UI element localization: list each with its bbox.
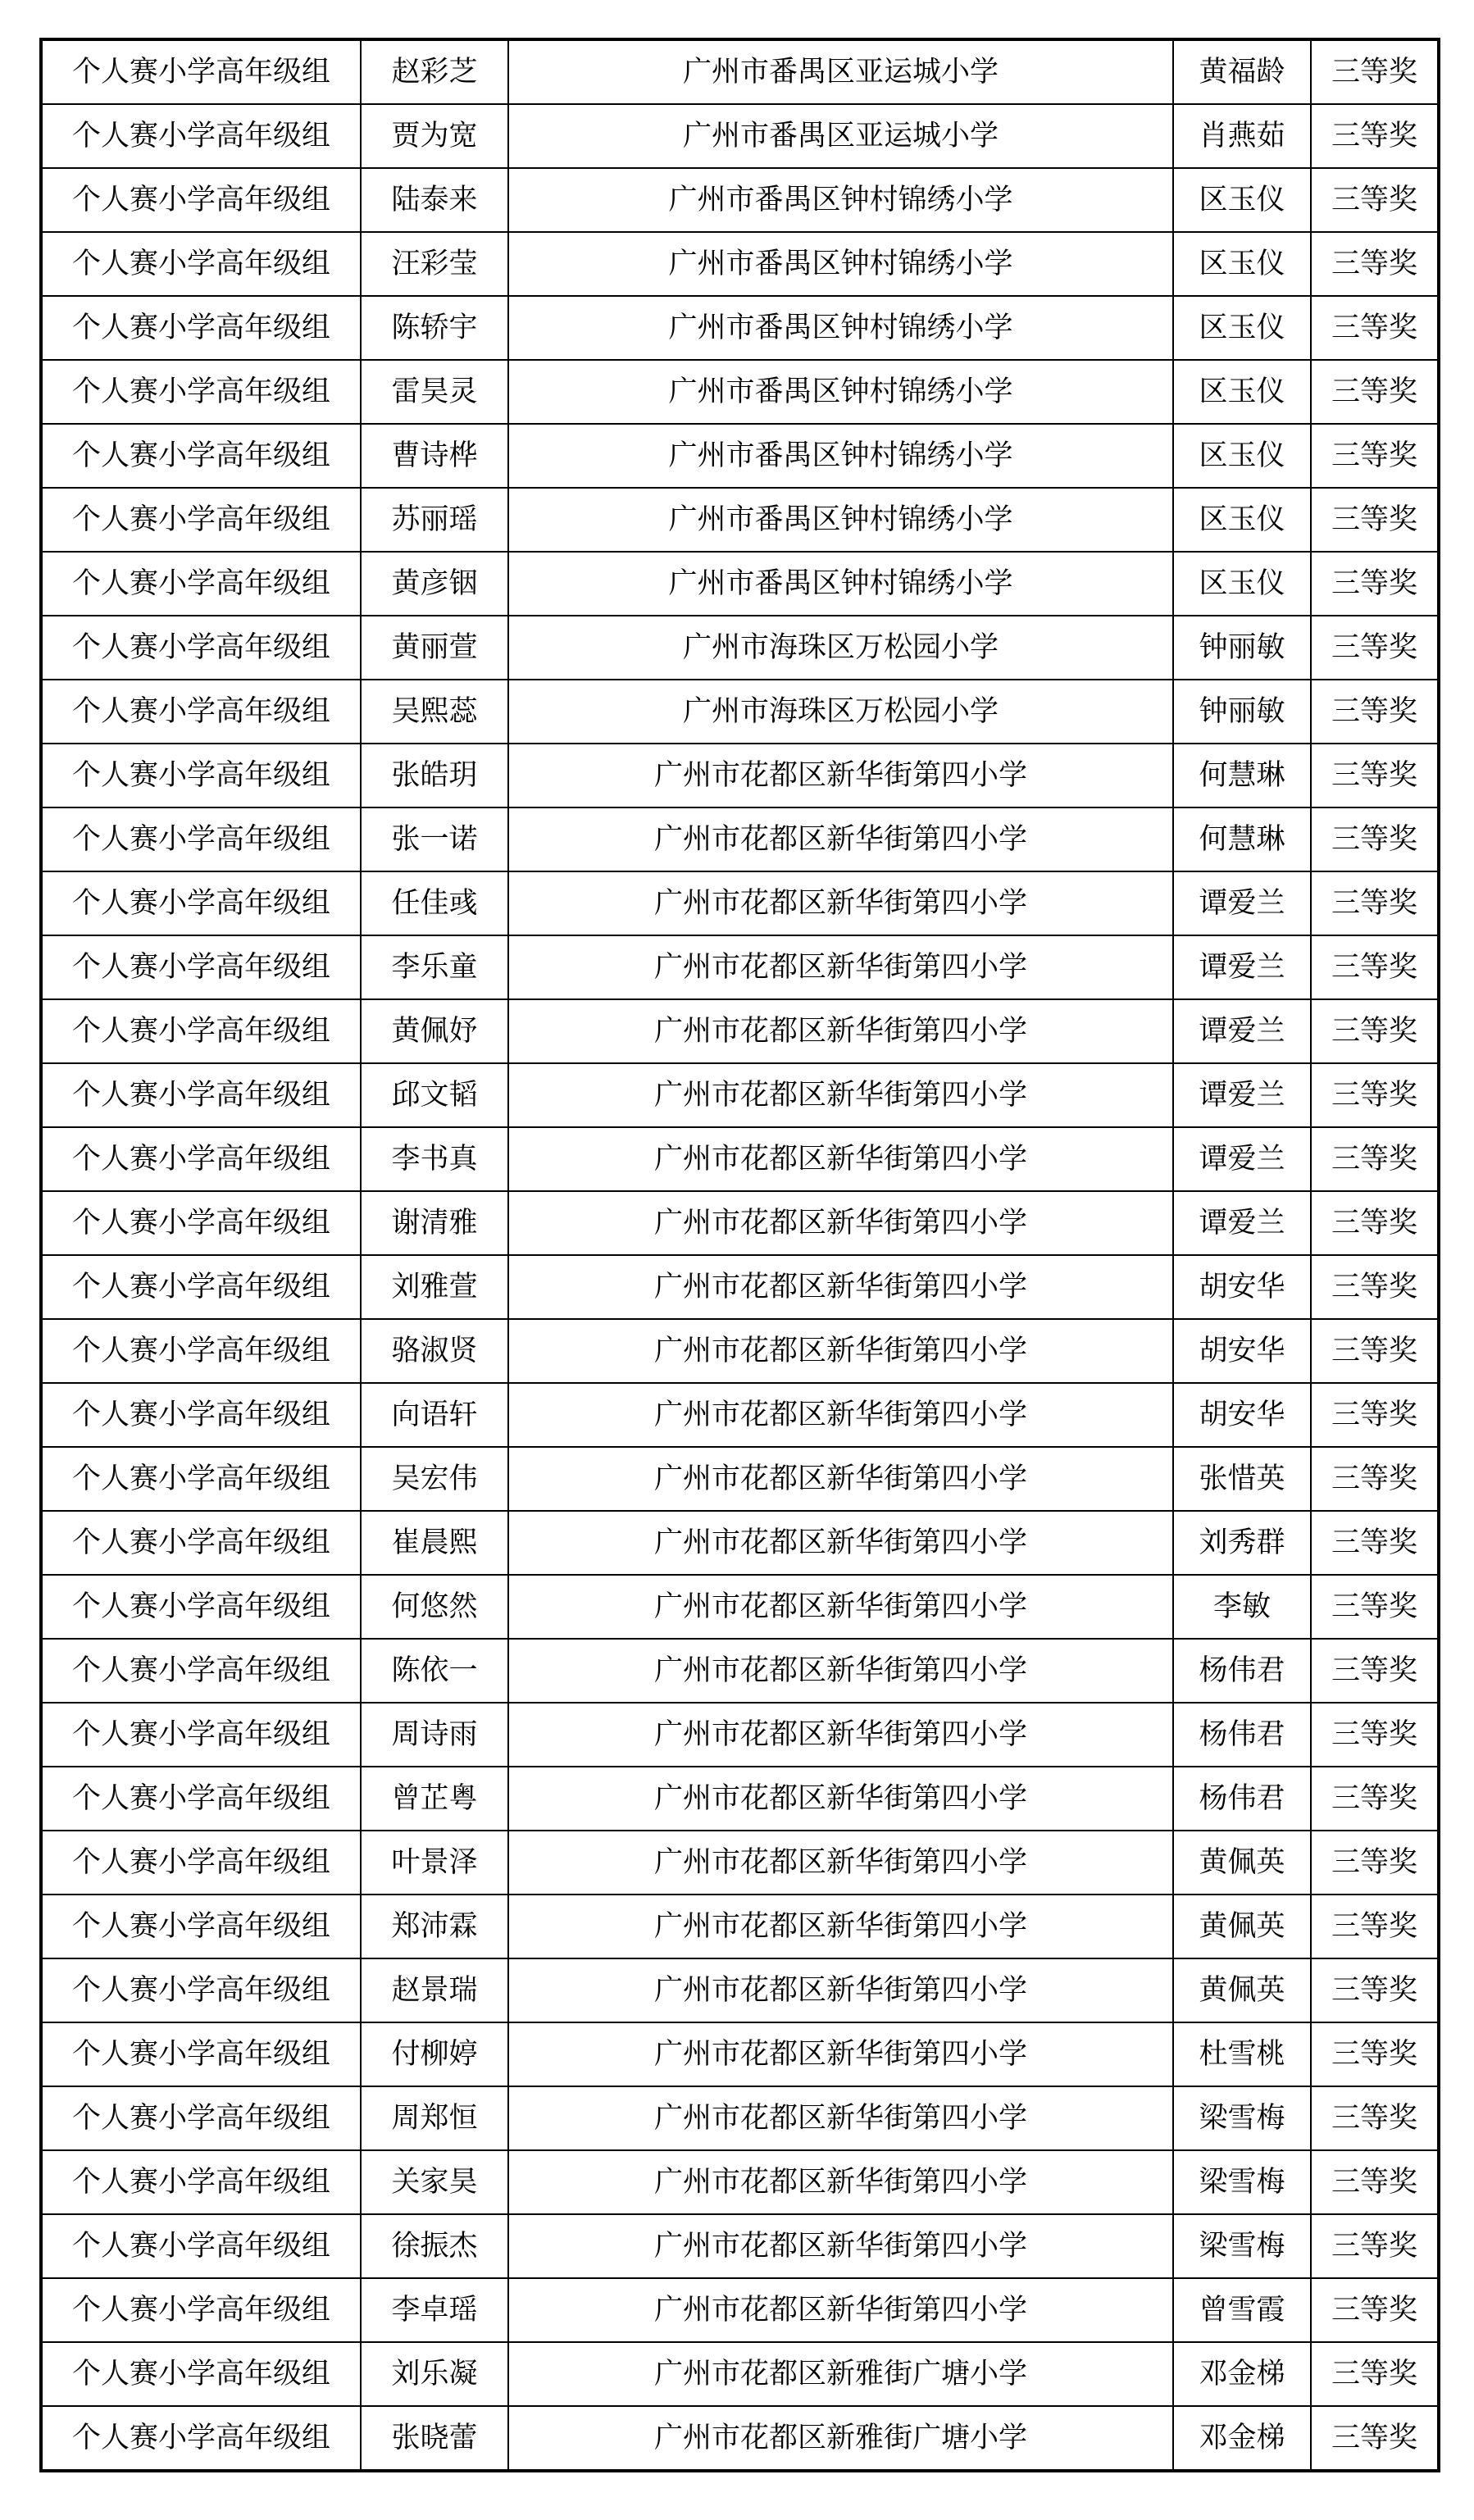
coach-cell: 区玉仪 [1173, 360, 1311, 424]
group-cell: 个人赛小学高年级组 [41, 2086, 361, 2150]
school-cell: 广州市花都区新华街第四小学 [508, 1191, 1173, 1255]
coach-cell: 张惜英 [1173, 1447, 1311, 1511]
coach-cell: 李敏 [1173, 1575, 1311, 1639]
student-name-cell: 张一诺 [361, 807, 508, 871]
student-name-cell: 陆泰来 [361, 168, 508, 232]
coach-cell: 梁雪梅 [1173, 2086, 1311, 2150]
coach-cell: 区玉仪 [1173, 232, 1311, 296]
school-cell: 广州市番禺区钟村锦绣小学 [508, 232, 1173, 296]
coach-cell: 刘秀群 [1173, 1511, 1311, 1575]
student-name-cell: 李书真 [361, 1127, 508, 1191]
award-cell: 三等奖 [1311, 1958, 1439, 2022]
coach-cell: 何慧琳 [1173, 807, 1311, 871]
table-row [41, 616, 1439, 680]
school-cell: 广州市花都区新华街第四小学 [508, 1383, 1173, 1447]
school-cell: 广州市花都区新华街第四小学 [508, 1511, 1173, 1575]
student-name-cell: 骆淑贤 [361, 1319, 508, 1383]
coach-cell: 黄佩英 [1173, 1831, 1311, 1895]
group-cell: 个人赛小学高年级组 [41, 2278, 361, 2342]
student-name-cell: 赵景瑞 [361, 1958, 508, 2022]
coach-cell: 梁雪梅 [1173, 2150, 1311, 2214]
student-name-cell: 叶景泽 [361, 1831, 508, 1895]
school-cell: 广州市花都区新华街第四小学 [508, 1831, 1173, 1895]
coach-cell: 谭爱兰 [1173, 871, 1311, 935]
coach-cell: 曾雪霞 [1173, 2278, 1311, 2342]
school-cell: 广州市花都区新华街第四小学 [508, 1958, 1173, 2022]
award-cell: 三等奖 [1311, 168, 1439, 232]
table-row [41, 1767, 1439, 1831]
coach-cell: 邓金梯 [1173, 2406, 1311, 2471]
award-cell: 三等奖 [1311, 232, 1439, 296]
table-row [41, 168, 1439, 232]
group-cell: 个人赛小学高年级组 [41, 552, 361, 616]
group-cell: 个人赛小学高年级组 [41, 1319, 361, 1383]
coach-cell: 杨伟君 [1173, 1639, 1311, 1703]
student-name-cell: 赵彩芝 [361, 39, 508, 104]
student-name-cell: 周诗雨 [361, 1703, 508, 1767]
student-name-cell: 关家昊 [361, 2150, 508, 2214]
school-cell: 广州市花都区新华街第四小学 [508, 2150, 1173, 2214]
award-cell: 三等奖 [1311, 1831, 1439, 1895]
table-row [41, 104, 1439, 168]
award-cell: 三等奖 [1311, 1703, 1439, 1767]
award-cell: 三等奖 [1311, 2342, 1439, 2406]
group-cell: 个人赛小学高年级组 [41, 2150, 361, 2214]
award-cell: 三等奖 [1311, 2214, 1439, 2278]
group-cell: 个人赛小学高年级组 [41, 2214, 361, 2278]
award-cell: 三等奖 [1311, 2022, 1439, 2086]
group-cell: 个人赛小学高年级组 [41, 1639, 361, 1703]
student-name-cell: 徐振杰 [361, 2214, 508, 2278]
table-row [41, 2214, 1439, 2278]
school-cell: 广州市花都区新华街第四小学 [508, 1319, 1173, 1383]
table-row [41, 1831, 1439, 1895]
award-cell: 三等奖 [1311, 1255, 1439, 1319]
table-row [41, 935, 1439, 999]
table-row [41, 1127, 1439, 1191]
coach-cell: 胡安华 [1173, 1319, 1311, 1383]
student-name-cell: 刘雅萱 [361, 1255, 508, 1319]
table-row [41, 39, 1439, 104]
award-cell: 三等奖 [1311, 1639, 1439, 1703]
table-row [41, 360, 1439, 424]
award-cell: 三等奖 [1311, 1447, 1439, 1511]
table-row [41, 1958, 1439, 2022]
coach-cell: 黄佩英 [1173, 1895, 1311, 1958]
table-row [41, 2086, 1439, 2150]
coach-cell: 谭爱兰 [1173, 999, 1311, 1063]
student-name-cell: 付柳婷 [361, 2022, 508, 2086]
group-cell: 个人赛小学高年级组 [41, 1575, 361, 1639]
school-cell: 广州市花都区新华街第四小学 [508, 1895, 1173, 1958]
award-cell: 三等奖 [1311, 424, 1439, 488]
group-cell: 个人赛小学高年级组 [41, 424, 361, 488]
group-cell: 个人赛小学高年级组 [41, 360, 361, 424]
table-row [41, 1703, 1439, 1767]
award-cell: 三等奖 [1311, 1383, 1439, 1447]
coach-cell: 区玉仪 [1173, 296, 1311, 360]
table-row [41, 552, 1439, 616]
student-name-cell: 任佳彧 [361, 871, 508, 935]
school-cell: 广州市花都区新华街第四小学 [508, 2214, 1173, 2278]
table-row [41, 1895, 1439, 1958]
table-row [41, 1255, 1439, 1319]
table-row [41, 1575, 1439, 1639]
table-row [41, 1447, 1439, 1511]
school-cell: 广州市番禺区钟村锦绣小学 [508, 360, 1173, 424]
school-cell: 广州市花都区新华街第四小学 [508, 2022, 1173, 2086]
coach-cell: 胡安华 [1173, 1255, 1311, 1319]
award-cell: 三等奖 [1311, 1511, 1439, 1575]
coach-cell: 肖燕茹 [1173, 104, 1311, 168]
award-cell: 三等奖 [1311, 1063, 1439, 1127]
table-row [41, 807, 1439, 871]
student-name-cell: 李卓瑶 [361, 2278, 508, 2342]
student-name-cell: 苏丽瑶 [361, 488, 508, 552]
coach-cell: 黄佩英 [1173, 1958, 1311, 2022]
school-cell: 广州市海珠区万松园小学 [508, 616, 1173, 680]
coach-cell: 谭爱兰 [1173, 935, 1311, 999]
coach-cell: 梁雪梅 [1173, 2214, 1311, 2278]
school-cell: 广州市番禺区钟村锦绣小学 [508, 296, 1173, 360]
group-cell: 个人赛小学高年级组 [41, 296, 361, 360]
group-cell: 个人赛小学高年级组 [41, 2022, 361, 2086]
group-cell: 个人赛小学高年级组 [41, 1831, 361, 1895]
school-cell: 广州市花都区新华街第四小学 [508, 935, 1173, 999]
group-cell: 个人赛小学高年级组 [41, 488, 361, 552]
coach-cell: 杨伟君 [1173, 1703, 1311, 1767]
school-cell: 广州市花都区新雅街广塘小学 [508, 2342, 1173, 2406]
student-name-cell: 张皓玥 [361, 744, 508, 807]
table-row [41, 1319, 1439, 1383]
school-cell: 广州市花都区新华街第四小学 [508, 807, 1173, 871]
school-cell: 广州市花都区新华街第四小学 [508, 1063, 1173, 1127]
group-cell: 个人赛小学高年级组 [41, 999, 361, 1063]
student-name-cell: 黄彦铟 [361, 552, 508, 616]
award-cell: 三等奖 [1311, 1767, 1439, 1831]
student-name-cell: 向语轩 [361, 1383, 508, 1447]
group-cell: 个人赛小学高年级组 [41, 935, 361, 999]
student-name-cell: 张晓蕾 [361, 2406, 508, 2471]
table-row [41, 1511, 1439, 1575]
table-row [41, 2342, 1439, 2406]
table-row [41, 680, 1439, 744]
coach-cell: 钟丽敏 [1173, 616, 1311, 680]
award-cell: 三等奖 [1311, 616, 1439, 680]
group-cell: 个人赛小学高年级组 [41, 1255, 361, 1319]
student-name-cell: 曹诗桦 [361, 424, 508, 488]
table-row [41, 2406, 1439, 2471]
student-name-cell: 黄丽萱 [361, 616, 508, 680]
award-cell: 三等奖 [1311, 871, 1439, 935]
coach-cell: 何慧琳 [1173, 744, 1311, 807]
table-row [41, 2150, 1439, 2214]
coach-cell: 区玉仪 [1173, 424, 1311, 488]
school-cell: 广州市花都区新华街第四小学 [508, 1639, 1173, 1703]
table-row [41, 424, 1439, 488]
table-row [41, 744, 1439, 807]
group-cell: 个人赛小学高年级组 [41, 1447, 361, 1511]
group-cell: 个人赛小学高年级组 [41, 104, 361, 168]
coach-cell: 谭爱兰 [1173, 1127, 1311, 1191]
group-cell: 个人赛小学高年级组 [41, 807, 361, 871]
student-name-cell: 汪彩莹 [361, 232, 508, 296]
table-row [41, 999, 1439, 1063]
student-name-cell: 邱文韬 [361, 1063, 508, 1127]
school-cell: 广州市花都区新华街第四小学 [508, 1575, 1173, 1639]
award-cell: 三等奖 [1311, 2278, 1439, 2342]
student-name-cell: 吴熙蕊 [361, 680, 508, 744]
coach-cell: 区玉仪 [1173, 488, 1311, 552]
group-cell: 个人赛小学高年级组 [41, 1703, 361, 1767]
school-cell: 广州市花都区新华街第四小学 [508, 2278, 1173, 2342]
school-cell: 广州市番禺区钟村锦绣小学 [508, 552, 1173, 616]
award-cell: 三等奖 [1311, 39, 1439, 104]
award-cell: 三等奖 [1311, 104, 1439, 168]
award-cell: 三等奖 [1311, 1575, 1439, 1639]
group-cell: 个人赛小学高年级组 [41, 1767, 361, 1831]
group-cell: 个人赛小学高年级组 [41, 616, 361, 680]
coach-cell: 邓金梯 [1173, 2342, 1311, 2406]
student-name-cell: 谢清雅 [361, 1191, 508, 1255]
school-cell: 广州市花都区新华街第四小学 [508, 1703, 1173, 1767]
award-table-body [41, 39, 1439, 2471]
school-cell: 广州市海珠区万松园小学 [508, 680, 1173, 744]
student-name-cell: 吴宏伟 [361, 1447, 508, 1511]
award-cell: 三等奖 [1311, 2150, 1439, 2214]
group-cell: 个人赛小学高年级组 [41, 1063, 361, 1127]
school-cell: 广州市花都区新华街第四小学 [508, 999, 1173, 1063]
table-row [41, 2278, 1439, 2342]
coach-cell: 杨伟君 [1173, 1767, 1311, 1831]
student-name-cell: 贾为宽 [361, 104, 508, 168]
school-cell: 广州市花都区新雅街广塘小学 [508, 2406, 1173, 2471]
table-row [41, 1639, 1439, 1703]
award-cell: 三等奖 [1311, 680, 1439, 744]
table-row [41, 871, 1439, 935]
award-cell: 三等奖 [1311, 488, 1439, 552]
table-row [41, 1191, 1439, 1255]
award-cell: 三等奖 [1311, 296, 1439, 360]
award-cell: 三等奖 [1311, 744, 1439, 807]
school-cell: 广州市花都区新华街第四小学 [508, 1447, 1173, 1511]
group-cell: 个人赛小学高年级组 [41, 168, 361, 232]
school-cell: 广州市花都区新华街第四小学 [508, 2086, 1173, 2150]
group-cell: 个人赛小学高年级组 [41, 1191, 361, 1255]
group-cell: 个人赛小学高年级组 [41, 2406, 361, 2471]
award-cell: 三等奖 [1311, 1319, 1439, 1383]
school-cell: 广州市花都区新华街第四小学 [508, 744, 1173, 807]
school-cell: 广州市花都区新华街第四小学 [508, 1767, 1173, 1831]
student-name-cell: 崔晨熙 [361, 1511, 508, 1575]
table-row [41, 1063, 1439, 1127]
student-name-cell: 黄佩妤 [361, 999, 508, 1063]
coach-cell: 胡安华 [1173, 1383, 1311, 1447]
group-cell: 个人赛小学高年级组 [41, 1958, 361, 2022]
school-cell: 广州市花都区新华街第四小学 [508, 1127, 1173, 1191]
table-row [41, 2022, 1439, 2086]
award-cell: 三等奖 [1311, 360, 1439, 424]
award-cell: 三等奖 [1311, 1127, 1439, 1191]
award-cell: 三等奖 [1311, 552, 1439, 616]
group-cell: 个人赛小学高年级组 [41, 744, 361, 807]
coach-cell: 黄福龄 [1173, 39, 1311, 104]
student-name-cell: 雷昊灵 [361, 360, 508, 424]
award-table [39, 38, 1440, 2472]
coach-cell: 区玉仪 [1173, 168, 1311, 232]
table-row [41, 1383, 1439, 1447]
award-cell: 三等奖 [1311, 2086, 1439, 2150]
student-name-cell: 李乐童 [361, 935, 508, 999]
coach-cell: 谭爱兰 [1173, 1063, 1311, 1127]
student-name-cell: 陈轿宇 [361, 296, 508, 360]
coach-cell: 区玉仪 [1173, 552, 1311, 616]
coach-cell: 杜雪桃 [1173, 2022, 1311, 2086]
group-cell: 个人赛小学高年级组 [41, 2342, 361, 2406]
table-row [41, 232, 1439, 296]
group-cell: 个人赛小学高年级组 [41, 39, 361, 104]
award-cell: 三等奖 [1311, 1895, 1439, 1958]
student-name-cell: 周郑恒 [361, 2086, 508, 2150]
student-name-cell: 何悠然 [361, 1575, 508, 1639]
school-cell: 广州市番禺区钟村锦绣小学 [508, 488, 1173, 552]
award-cell: 三等奖 [1311, 935, 1439, 999]
group-cell: 个人赛小学高年级组 [41, 1127, 361, 1191]
school-cell: 广州市花都区新华街第四小学 [508, 871, 1173, 935]
award-cell: 三等奖 [1311, 2406, 1439, 2471]
student-name-cell: 郑沛霖 [361, 1895, 508, 1958]
award-cell: 三等奖 [1311, 1191, 1439, 1255]
award-cell: 三等奖 [1311, 807, 1439, 871]
school-cell: 广州市番禺区钟村锦绣小学 [508, 424, 1173, 488]
award-cell: 三等奖 [1311, 999, 1439, 1063]
school-cell: 广州市番禺区钟村锦绣小学 [508, 168, 1173, 232]
coach-cell: 钟丽敏 [1173, 680, 1311, 744]
student-name-cell: 刘乐凝 [361, 2342, 508, 2406]
group-cell: 个人赛小学高年级组 [41, 1383, 361, 1447]
table-row [41, 488, 1439, 552]
student-name-cell: 陈依一 [361, 1639, 508, 1703]
group-cell: 个人赛小学高年级组 [41, 232, 361, 296]
group-cell: 个人赛小学高年级组 [41, 1511, 361, 1575]
school-cell: 广州市花都区新华街第四小学 [508, 1255, 1173, 1319]
group-cell: 个人赛小学高年级组 [41, 871, 361, 935]
coach-cell: 谭爱兰 [1173, 1191, 1311, 1255]
school-cell: 广州市番禺区亚运城小学 [508, 104, 1173, 168]
group-cell: 个人赛小学高年级组 [41, 1895, 361, 1958]
school-cell: 广州市番禺区亚运城小学 [508, 39, 1173, 104]
table-row [41, 296, 1439, 360]
group-cell: 个人赛小学高年级组 [41, 680, 361, 744]
student-name-cell: 曾芷粤 [361, 1767, 508, 1831]
